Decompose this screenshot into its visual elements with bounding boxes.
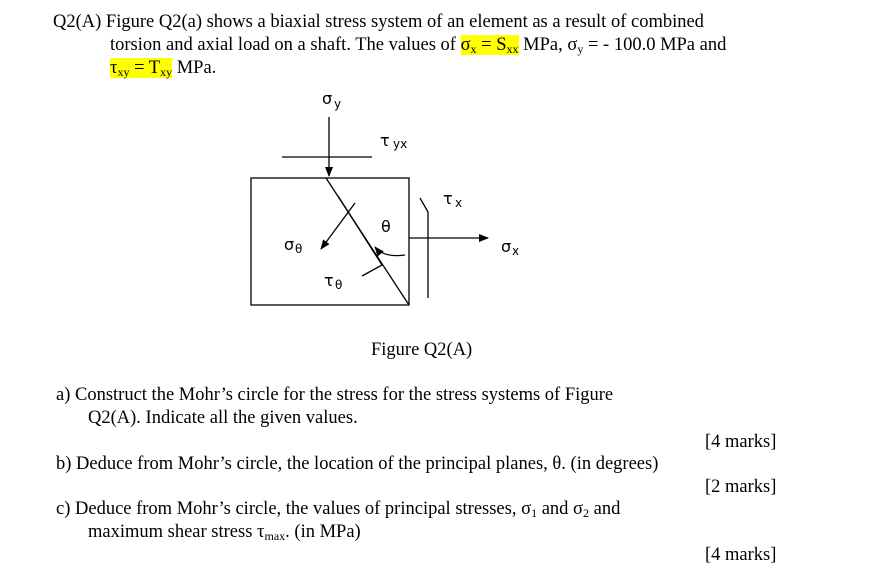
part-c-line-1-end: and	[589, 499, 621, 519]
tau-theta-arrow-line	[338, 196, 382, 265]
sigma-x-label-sub: x	[512, 244, 520, 258]
sigma-x-subscript: x	[470, 42, 477, 56]
mpa-end: MPa.	[172, 58, 217, 78]
tau-theta-label: τ	[324, 271, 334, 290]
part-a-marks: [4 marks]	[705, 432, 777, 452]
sigma-y-value: = - 100.0 MPa and	[583, 35, 727, 55]
part-c-line-2	[88, 521, 361, 543]
sigma-y-label-sub: y	[334, 97, 342, 111]
sigma-theta-label: σ	[284, 235, 295, 254]
sigma-x-label: σ	[501, 237, 512, 256]
question-line-2-start: torsion and axial load on a shaft. The values of	[110, 35, 461, 55]
tau-yx-label-sub: yx	[393, 137, 408, 151]
part-c-and-sigma: and σ	[537, 499, 583, 519]
tau-theta-label-sub: θ	[335, 278, 343, 292]
part-c-line-2-start: maximum shear stress τ	[88, 522, 265, 542]
part-a-line-2: Q2(A). Indicate all the given values.	[88, 408, 358, 428]
mpa-sigma-y: MPa, σ	[518, 35, 578, 55]
equals-sxx: = S	[476, 35, 507, 55]
tau-symbol: τ	[110, 58, 118, 78]
sigma-y-subscript: y	[577, 42, 584, 56]
part-c-line-1	[56, 498, 620, 520]
question-intro-text: Q2(A) Figure Q2(a) shows a biaxial stress system of an element as a result of combined	[53, 12, 704, 32]
tau-yx-label: τ	[380, 131, 390, 150]
part-b-marks: [2 marks]	[705, 477, 777, 497]
figure-caption: Figure Q2(A)	[371, 340, 473, 360]
sigma-theta-arrow	[321, 203, 355, 249]
part-b-line-1: b) Deduce from Mohr’s circle, the location of the principal planes, θ. (in degrees)	[56, 454, 659, 474]
sigma-1-subscript: 1	[531, 506, 538, 520]
tau-x-flag	[420, 198, 428, 212]
part-c-line-1-start: c) Deduce from Mohr’s circle, the values of principal stresses, σ	[56, 499, 532, 519]
sigma-theta-label-sub: θ	[295, 242, 303, 256]
equals-txy: = T	[129, 58, 161, 78]
sxx-subscript: xx	[506, 42, 519, 56]
sigma-x-symbol: σ	[460, 35, 471, 55]
tau-max-subscript: max	[264, 529, 286, 543]
sigma-y-label: σ	[322, 89, 333, 108]
sigma-2-subscript: 2	[583, 506, 589, 520]
tau-x-label: τ	[443, 189, 453, 208]
theta-label: θ	[381, 217, 391, 236]
tau-subscript: xy	[117, 65, 130, 79]
tau-x-label-sub: x	[455, 196, 463, 210]
txy-subscript: xy	[160, 65, 173, 79]
part-c-line-2-end: . (in MPa)	[285, 522, 361, 542]
part-a-line-1: a) Construct the Mohr’s circle for the stress for the stress systems of Figure	[56, 385, 614, 405]
part-c-marks: [4 marks]	[705, 545, 777, 565]
tau-theta-arrow-head	[362, 265, 382, 276]
theta-arc	[375, 247, 405, 256]
